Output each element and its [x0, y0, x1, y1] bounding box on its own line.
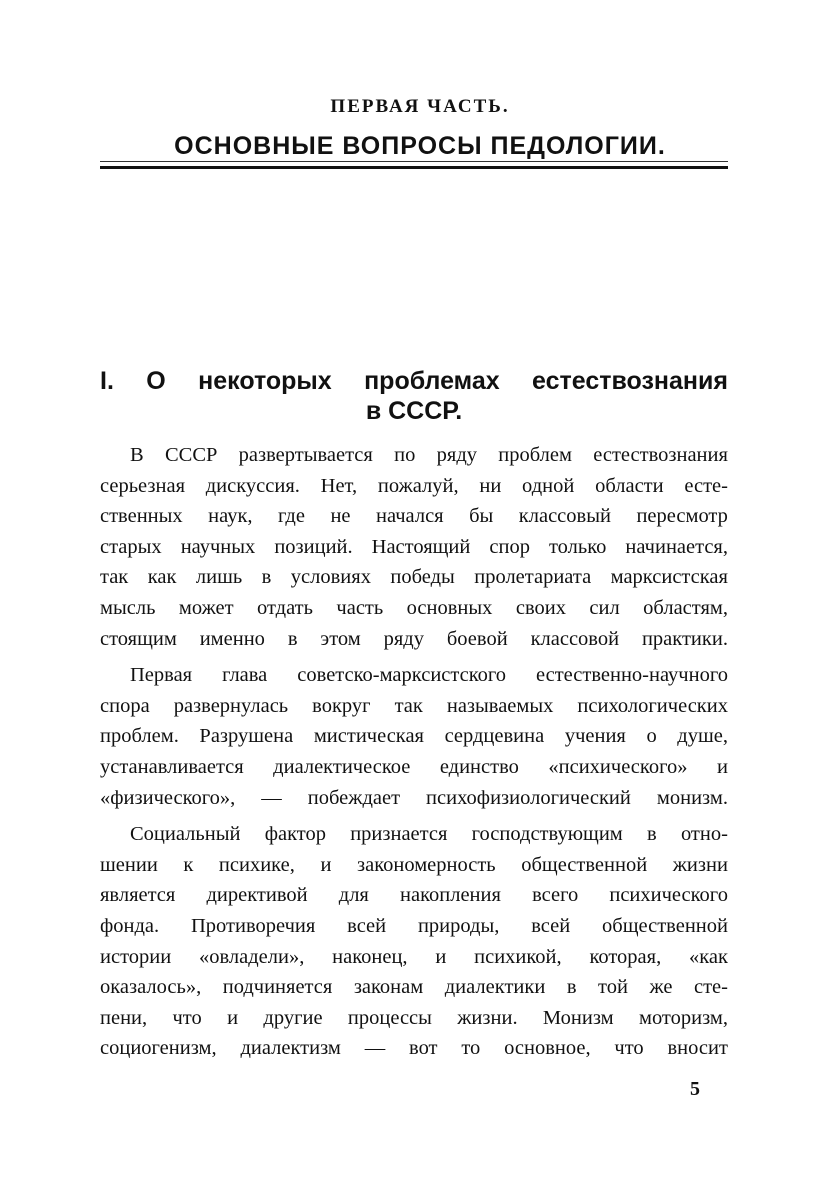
text-line: ственных наук, где не начался бы классовый пересмотр	[100, 505, 728, 528]
part-label: ПЕРВАЯ ЧАСТЬ.	[330, 96, 510, 117]
text-line: В СССР развертывается по ряду проблем естествознания	[130, 444, 728, 466]
text-line: так как лишь в условиях победы пролетариата марксистская	[100, 566, 728, 589]
text-line: является директивой для накопления всего психического	[100, 884, 728, 907]
chapter-title-line-1	[100, 366, 728, 396]
part-title: ОСНОВНЫЕ ВОПРОСЫ ПЕДОЛОГИИ.	[174, 132, 666, 160]
text-line: стоящим именно в этом ряду боевой классовой практики.	[100, 627, 728, 650]
text-line: устанавливается диалектическое единство «психического» и	[100, 755, 728, 778]
text-line: оказалось», подчиняется законам диалектики в той же сте-	[100, 976, 728, 999]
text-line: фонда. Противоречия всей природы, всей общественной	[100, 914, 728, 937]
paragraph	[100, 440, 728, 654]
chapter-title-word: некоторых	[198, 367, 332, 395]
text-line: Социальный фактор признается господствующим в отно-	[130, 823, 728, 846]
page-number: 5	[690, 1078, 700, 1100]
text-line: спора развернулась вокруг так называемых психологических	[100, 694, 728, 717]
chapter-title-word: естествознания	[532, 367, 728, 395]
text-line: пени, что и другие процессы жизни. Монизм моторизм,	[100, 1006, 728, 1029]
text-line: серьезная дискуссия. Нет, пожалуй, ни одной области есте-	[100, 474, 728, 497]
text-line: «физического», — побеждает психофизиологический монизм.	[100, 786, 728, 809]
chapter-title-line-2: в СССР.	[365, 397, 463, 425]
text-line: социогенизм, диалектизм — вот то основное, что вносит	[100, 1037, 728, 1060]
title-rule	[100, 166, 728, 169]
body-text	[100, 440, 728, 1070]
chapter-title	[100, 366, 728, 426]
text-line: истории «овладели», наконец, и психикой, которая, «как	[100, 945, 728, 968]
chapter-number: I.	[100, 367, 114, 395]
text-line: шении к психике, и закономерность общественной жизни	[100, 853, 728, 876]
paragraph	[100, 660, 728, 813]
chapter-title-word: О	[146, 367, 166, 395]
chapter-title-word: проблемах	[364, 367, 500, 395]
text-line: проблем. Разрушена мистическая сердцевина учения о душе,	[100, 725, 728, 748]
text-line: мысль может отдать часть основных своих сил областям,	[100, 596, 728, 619]
text-line: Первая глава советско-марксистского естественно-научного	[130, 664, 728, 687]
paragraph	[100, 819, 728, 1064]
text-line: старых научных позиций. Настоящий спор только начинается,	[100, 535, 728, 558]
title-rule-thin	[100, 161, 728, 162]
